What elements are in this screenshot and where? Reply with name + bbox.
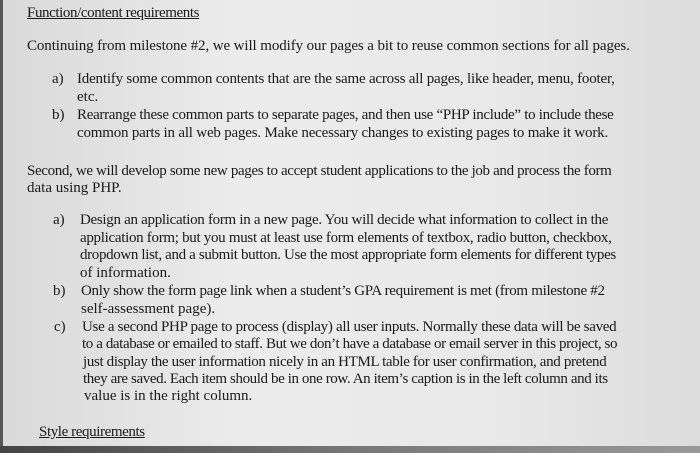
list-item-line: just display the user information nicely in an HTML table for user confirmation, and pretend — [83, 354, 607, 370]
list-item-line: Rearrange these common parts to separate pages, and then use “PHP include” to include these — [77, 107, 614, 123]
intro-paragraph: Continuing from milestone #2, we will modify our pages a bit to reuse common sections for all pages. — [27, 38, 630, 54]
list-label: a) — [52, 71, 64, 87]
photo-edge-bottom — [0, 446, 700, 453]
list-item-line: Only show the form page link when a student’s GPA requirement is met (from milestone #2 — [81, 283, 605, 299]
list-item-line: Design an application form in a new page. You will decide what information to collect in the — [80, 212, 609, 228]
list-item-line: to a database or emailed to staff. But we don’t have a database or email server in this project, so — [82, 336, 618, 352]
list-label: a) — [53, 212, 65, 228]
list-item-line: value is in the right column. — [84, 388, 253, 404]
list-item-line: application form; but you must at least use form elements of textbox, radio button, checkbox, — [80, 230, 612, 246]
list-item-line: dropdown list, and a submit button. Use the most appropriate form elements for different types — [80, 247, 616, 263]
list-label: b) — [52, 107, 65, 123]
list-item-line: etc. — [77, 89, 99, 105]
list-item-line: common parts in all web pages. Make necessary changes to existing pages to make it work. — [77, 125, 608, 141]
list-item-line: Identify some common contents that are the same across all pages, like header, menu, footer, — [77, 71, 615, 87]
list-label: b) — [53, 283, 66, 299]
list-item-line: they are saved. Each item should be in one row. An item’s caption is in the left column and its — [83, 371, 608, 387]
section-heading-function: Function/content requirements — [27, 5, 200, 21]
list-item-line: self-assessment page). — [81, 301, 216, 317]
second-paragraph-line: Second, we will develop some new pages to accept student applications to the job and process the form — [27, 163, 612, 179]
second-paragraph-line: data using PHP. — [27, 180, 122, 196]
list-label: c) — [54, 319, 66, 335]
section-heading-style: Style requirements — [39, 424, 145, 440]
list-item-line: Use a second PHP page to process (display) all user inputs. Normally these data will be saved — [82, 319, 617, 335]
list-item-line: of information. — [80, 265, 171, 281]
photo-edge-left — [0, 0, 3, 453]
